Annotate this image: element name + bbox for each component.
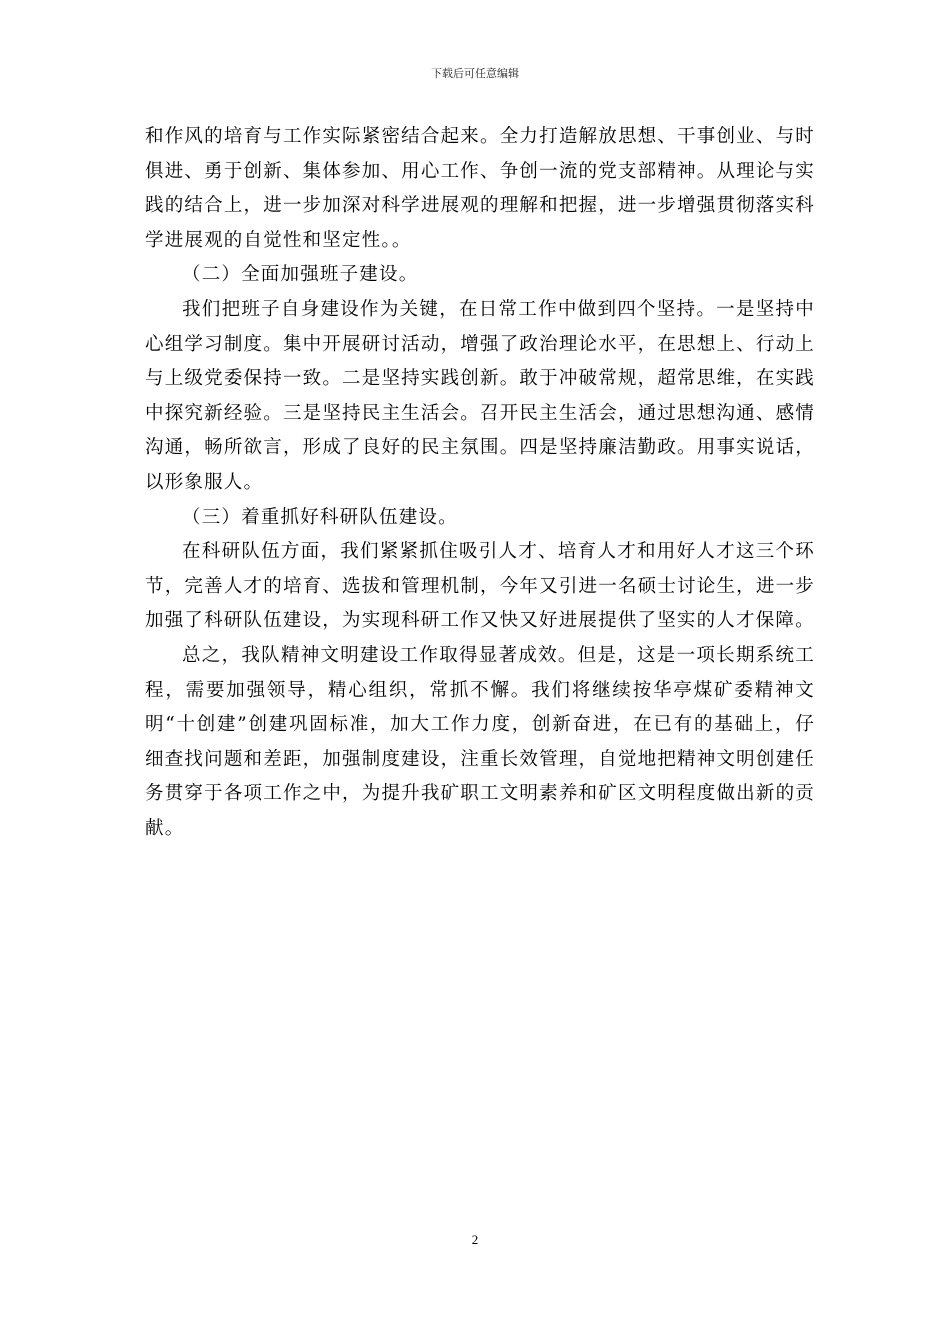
paragraph-team-building: 我们把班子自身建设作为关键，在日常工作中做到四个坚持。一是坚持中心组学习制度。集中开展研讨活动，增强了政治理论水平，在思想上、行动上与上级党委保持一致。二是坚持实践创新。敢于冲破常规，超常思维，在实践中探究新经验。三是坚持民主生活会。召开民主生活会，通过思想沟通、感情沟通，畅所欲言，形成了良好的民主氛围。四是坚持廉洁勤政。用事实说话，以形象服人。 (145, 298, 815, 493)
document-body (145, 120, 815, 846)
paragraph-research-team: 在科研队伍方面，我们紧紧抓住吸引人才、培育人才和用好人才这三个环节，完善人才的培育、选拔和管理机制，今年又引进一名硕士讨论生，进一步加强了科研队伍建设，为实现科研工作又快又好进展提供了坚实的人才保障。 (145, 541, 815, 632)
page-header: 下载后可任意编辑 (431, 67, 519, 80)
paragraph-continuation: 和作风的培育与工作实际紧密结合起来。全力打造解放思想、干事创业、与时俱进、勇于创新、集体参加、用心工作、争创一流的党支部精神。从理论与实践的结合上，进一步加深对科学进展观的理解和把握，进一步增强贯彻落实科学进展观的自觉性和坚定性。。 (145, 126, 815, 251)
page-number: 2 (471, 1232, 479, 1247)
section-heading-3: （三）着重抓好科研队伍建设。 (182, 506, 458, 528)
paragraph-summary: 总之，我队精神文明建设工作取得显著成效。但是，这是一项长期系统工程，需要加强领导，精心组织，常抓不懈。我们将继续按华亭煤矿委精神文明“十创建”创建巩固标准，加大工作力度，创新奋进，在已有的基础上，仔细查找问题和差距，加强制度建设，注重长效管理，自觉地把精神文明创建任务贯穿于各项工作之中，为提升我矿职工文明素养和矿区文明程度做出新的贡献。 (145, 644, 815, 839)
section-heading-2: （二）全面加强班子建设。 (182, 264, 419, 286)
